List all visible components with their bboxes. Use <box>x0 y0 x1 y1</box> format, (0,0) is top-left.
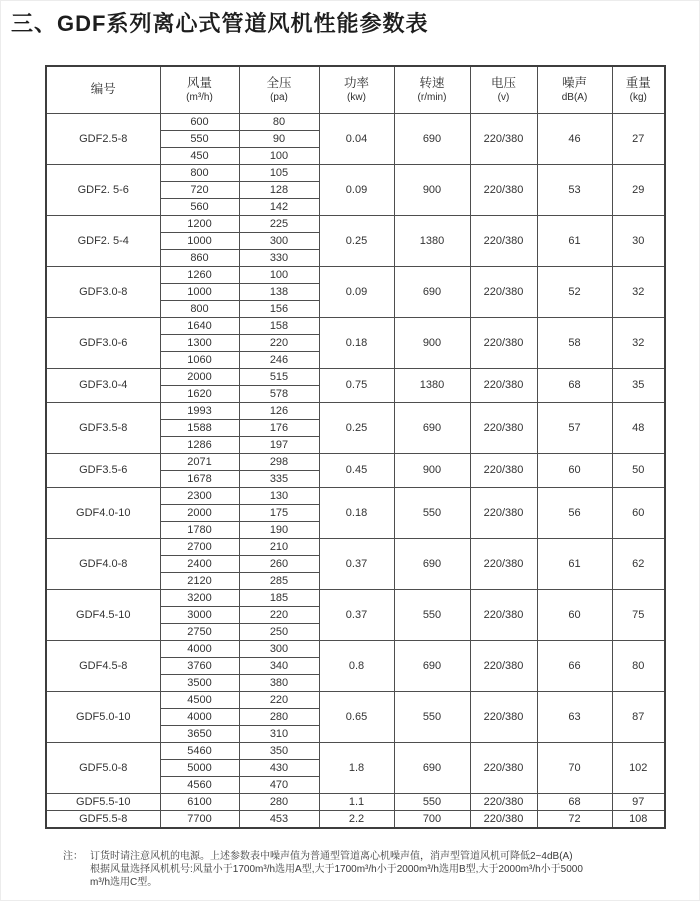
col-header-speed-unit: (r/min) <box>417 92 447 103</box>
pressure-cell: 190 <box>239 522 319 539</box>
col-header-weight-label: 重量 <box>625 76 651 90</box>
pressure-cell: 350 <box>239 743 319 760</box>
pressure-cell: 158 <box>239 318 319 335</box>
speed-cell: 700 <box>394 811 470 829</box>
voltage-cell: 220/380 <box>470 318 537 369</box>
speed-cell: 900 <box>394 318 470 369</box>
col-header-power-unit: (kw) <box>347 92 366 103</box>
col-header-pressure <box>239 66 319 114</box>
fan-spec-table <box>45 65 666 829</box>
voltage-cell: 220/380 <box>470 403 537 454</box>
power-cell: 0.75 <box>319 369 394 403</box>
noise-cell: 70 <box>537 743 612 794</box>
fan-group-first-row <box>46 692 665 709</box>
fan-group-first-row <box>46 369 665 386</box>
fan-group-first-row <box>46 403 665 420</box>
pressure-cell: 380 <box>239 675 319 692</box>
fan-group-first-row <box>46 539 665 556</box>
airflow-cell: 7700 <box>160 811 239 829</box>
pressure-cell: 105 <box>239 165 319 182</box>
col-header-voltage-unit: (v) <box>497 92 510 103</box>
airflow-cell: 1780 <box>160 522 239 539</box>
col-header-airflow-unit: (m³/h) <box>186 92 213 103</box>
pressure-cell: 578 <box>239 386 319 403</box>
airflow-cell: 550 <box>160 131 239 148</box>
speed-cell: 690 <box>394 743 470 794</box>
weight-cell: 29 <box>612 165 665 216</box>
voltage-cell: 220/380 <box>470 165 537 216</box>
model-cell: GDF3.5-8 <box>46 403 160 454</box>
pressure-cell: 285 <box>239 573 319 590</box>
pressure-cell: 340 <box>239 658 319 675</box>
pressure-cell: 138 <box>239 284 319 301</box>
pressure-cell: 100 <box>239 148 319 165</box>
model-cell: GDF3.0-4 <box>46 369 160 403</box>
col-header-pressure-label: 全压 <box>266 76 292 90</box>
airflow-cell: 5460 <box>160 743 239 760</box>
voltage-cell: 220/380 <box>470 539 537 590</box>
pressure-cell: 225 <box>239 216 319 233</box>
col-header-noise <box>537 66 612 114</box>
pressure-cell: 220 <box>239 607 319 624</box>
weight-cell: 30 <box>612 216 665 267</box>
pressure-cell: 220 <box>239 692 319 709</box>
pressure-cell: 90 <box>239 131 319 148</box>
col-header-model-label: 编号 <box>90 82 116 96</box>
airflow-cell: 800 <box>160 165 239 182</box>
airflow-cell: 1000 <box>160 284 239 301</box>
fan-group-first-row <box>46 590 665 607</box>
airflow-cell: 4560 <box>160 777 239 794</box>
model-cell: GDF5.5-10 <box>46 794 160 811</box>
airflow-cell: 2000 <box>160 505 239 522</box>
col-header-weight-unit: (kg) <box>629 92 647 103</box>
airflow-cell: 1260 <box>160 267 239 284</box>
pressure-cell: 260 <box>239 556 319 573</box>
speed-cell: 550 <box>394 794 470 811</box>
pressure-cell: 176 <box>239 420 319 437</box>
speed-cell: 690 <box>394 403 470 454</box>
footnote-label: 注： <box>63 851 83 862</box>
fan-group-first-row <box>46 454 665 471</box>
fan-group-first-row <box>46 318 665 335</box>
col-header-weight <box>612 66 665 114</box>
airflow-cell: 1993 <box>160 403 239 420</box>
airflow-cell: 800 <box>160 301 239 318</box>
voltage-cell: 220/380 <box>470 641 537 692</box>
pressure-cell: 300 <box>239 641 319 658</box>
speed-cell: 690 <box>394 267 470 318</box>
pressure-cell: 128 <box>239 182 319 199</box>
speed-cell: 690 <box>394 539 470 590</box>
weight-cell: 35 <box>612 369 665 403</box>
voltage-cell: 220/380 <box>470 454 537 488</box>
col-header-power <box>319 66 394 114</box>
airflow-cell: 1000 <box>160 233 239 250</box>
noise-cell: 61 <box>537 216 612 267</box>
airflow-cell: 2300 <box>160 488 239 505</box>
weight-cell: 62 <box>612 539 665 590</box>
voltage-cell: 220/380 <box>470 743 537 794</box>
airflow-cell: 6100 <box>160 794 239 811</box>
pressure-cell: 156 <box>239 301 319 318</box>
table-body <box>46 114 665 829</box>
airflow-cell: 600 <box>160 114 239 131</box>
airflow-cell: 860 <box>160 250 239 267</box>
pressure-cell: 298 <box>239 454 319 471</box>
model-cell: GDF4.5-10 <box>46 590 160 641</box>
airflow-cell: 2120 <box>160 573 239 590</box>
voltage-cell: 220/380 <box>470 811 537 829</box>
power-cell: 1.1 <box>319 794 394 811</box>
pressure-cell: 453 <box>239 811 319 829</box>
weight-cell: 50 <box>612 454 665 488</box>
airflow-cell: 1300 <box>160 335 239 352</box>
speed-cell: 550 <box>394 590 470 641</box>
pressure-cell: 197 <box>239 437 319 454</box>
voltage-cell: 220/380 <box>470 114 537 165</box>
fan-group-first-row <box>46 165 665 182</box>
weight-cell: 102 <box>612 743 665 794</box>
noise-cell: 52 <box>537 267 612 318</box>
model-cell: GDF2. 5-4 <box>46 216 160 267</box>
voltage-cell: 220/380 <box>470 267 537 318</box>
power-cell: 2.2 <box>319 811 394 829</box>
speed-cell: 900 <box>394 454 470 488</box>
fan-group-first-row <box>46 114 665 131</box>
col-header-noise-label: 噪声 <box>561 76 587 90</box>
weight-cell: 32 <box>612 267 665 318</box>
airflow-cell: 1678 <box>160 471 239 488</box>
footnote <box>63 850 583 889</box>
noise-cell: 72 <box>537 811 612 829</box>
airflow-cell: 2750 <box>160 624 239 641</box>
weight-cell: 108 <box>612 811 665 829</box>
pressure-cell: 515 <box>239 369 319 386</box>
pressure-cell: 280 <box>239 794 319 811</box>
noise-cell: 46 <box>537 114 612 165</box>
power-cell: 0.09 <box>319 267 394 318</box>
pressure-cell: 142 <box>239 199 319 216</box>
voltage-cell: 220/380 <box>470 216 537 267</box>
power-cell: 0.8 <box>319 641 394 692</box>
pressure-cell: 130 <box>239 488 319 505</box>
model-cell: GDF4.0-10 <box>46 488 160 539</box>
col-header-model <box>46 66 160 114</box>
voltage-cell: 220/380 <box>470 590 537 641</box>
pressure-cell: 300 <box>239 233 319 250</box>
model-cell: GDF3.5-6 <box>46 454 160 488</box>
col-header-speed-label: 转速 <box>419 76 445 90</box>
fan-group-first-row <box>46 811 665 829</box>
model-cell: GDF3.0-8 <box>46 267 160 318</box>
weight-cell: 75 <box>612 590 665 641</box>
noise-cell: 57 <box>537 403 612 454</box>
fan-group-first-row <box>46 488 665 505</box>
weight-cell: 87 <box>612 692 665 743</box>
voltage-cell: 220/380 <box>470 692 537 743</box>
pressure-cell: 280 <box>239 709 319 726</box>
model-cell: GDF2.5-8 <box>46 114 160 165</box>
fan-group-first-row <box>46 267 665 284</box>
pressure-cell: 330 <box>239 250 319 267</box>
noise-cell: 60 <box>537 590 612 641</box>
weight-cell: 60 <box>612 488 665 539</box>
noise-cell: 61 <box>537 539 612 590</box>
fan-group-first-row <box>46 216 665 233</box>
pressure-cell: 175 <box>239 505 319 522</box>
airflow-cell: 4500 <box>160 692 239 709</box>
weight-cell: 97 <box>612 794 665 811</box>
fan-group-first-row <box>46 794 665 811</box>
pressure-cell: 430 <box>239 760 319 777</box>
airflow-cell: 1200 <box>160 216 239 233</box>
col-header-voltage <box>470 66 537 114</box>
model-cell: GDF5.0-10 <box>46 692 160 743</box>
power-cell: 0.45 <box>319 454 394 488</box>
col-header-airflow <box>160 66 239 114</box>
airflow-cell: 720 <box>160 182 239 199</box>
airflow-cell: 1588 <box>160 420 239 437</box>
airflow-cell: 4000 <box>160 709 239 726</box>
airflow-cell: 2000 <box>160 369 239 386</box>
airflow-cell: 560 <box>160 199 239 216</box>
noise-cell: 58 <box>537 318 612 369</box>
pressure-cell: 310 <box>239 726 319 743</box>
noise-cell: 53 <box>537 165 612 216</box>
pressure-cell: 246 <box>239 352 319 369</box>
weight-cell: 32 <box>612 318 665 369</box>
fan-group-first-row <box>46 641 665 658</box>
footnote-line: m³/h选用C型。 <box>90 877 158 888</box>
airflow-cell: 3650 <box>160 726 239 743</box>
airflow-cell: 1620 <box>160 386 239 403</box>
speed-cell: 550 <box>394 488 470 539</box>
pressure-cell: 220 <box>239 335 319 352</box>
airflow-cell: 450 <box>160 148 239 165</box>
noise-cell: 56 <box>537 488 612 539</box>
power-cell: 0.18 <box>319 318 394 369</box>
power-cell: 1.8 <box>319 743 394 794</box>
noise-cell: 60 <box>537 454 612 488</box>
col-header-power-label: 功率 <box>343 76 369 90</box>
power-cell: 0.37 <box>319 539 394 590</box>
airflow-cell: 4000 <box>160 641 239 658</box>
airflow-cell: 3000 <box>160 607 239 624</box>
pressure-cell: 470 <box>239 777 319 794</box>
page-title: 三、GDF系列离心式管道风机性能参数表 <box>11 11 429 36</box>
voltage-cell: 220/380 <box>470 488 537 539</box>
header-row <box>46 66 665 114</box>
pressure-cell: 185 <box>239 590 319 607</box>
airflow-cell: 5000 <box>160 760 239 777</box>
footnote-line: 根据风量选择风机机号:风量小于1700m³/h选用A型,大于1700m³/h小于2000m³/h选用B型,大于2000m³/h小于5000 <box>90 864 583 875</box>
power-cell: 0.18 <box>319 488 394 539</box>
airflow-cell: 2700 <box>160 539 239 556</box>
noise-cell: 66 <box>537 641 612 692</box>
voltage-cell: 220/380 <box>470 369 537 403</box>
speed-cell: 1380 <box>394 216 470 267</box>
fan-group-first-row <box>46 743 665 760</box>
power-cell: 0.37 <box>319 590 394 641</box>
airflow-cell: 1060 <box>160 352 239 369</box>
model-cell: GDF2. 5-6 <box>46 165 160 216</box>
airflow-cell: 3760 <box>160 658 239 675</box>
pressure-cell: 126 <box>239 403 319 420</box>
power-cell: 0.04 <box>319 114 394 165</box>
speed-cell: 690 <box>394 114 470 165</box>
col-header-noise-unit: dB(A) <box>561 92 588 103</box>
speed-cell: 690 <box>394 641 470 692</box>
col-header-airflow-label: 风量 <box>186 76 212 90</box>
pressure-cell: 80 <box>239 114 319 131</box>
col-header-pressure-unit: (pa) <box>270 92 288 103</box>
model-cell: GDF4.5-8 <box>46 641 160 692</box>
power-cell: 0.25 <box>319 403 394 454</box>
model-cell: GDF5.0-8 <box>46 743 160 794</box>
speed-cell: 1380 <box>394 369 470 403</box>
footnote-line: 订货时请注意风机的电源。上述参数表中噪声值为普通型管道离心机噪声值，消声型管道风机可降低2~4dB(A) <box>90 851 573 862</box>
footnote-lines <box>90 850 583 889</box>
airflow-cell: 1640 <box>160 318 239 335</box>
noise-cell: 68 <box>537 369 612 403</box>
power-cell: 0.65 <box>319 692 394 743</box>
pressure-cell: 250 <box>239 624 319 641</box>
col-header-voltage-label: 电压 <box>490 76 516 90</box>
weight-cell: 80 <box>612 641 665 692</box>
weight-cell: 48 <box>612 403 665 454</box>
power-cell: 0.09 <box>319 165 394 216</box>
weight-cell: 27 <box>612 114 665 165</box>
noise-cell: 63 <box>537 692 612 743</box>
power-cell: 0.25 <box>319 216 394 267</box>
voltage-cell: 220/380 <box>470 794 537 811</box>
airflow-cell: 1286 <box>160 437 239 454</box>
airflow-cell: 3500 <box>160 675 239 692</box>
speed-cell: 550 <box>394 692 470 743</box>
airflow-cell: 2400 <box>160 556 239 573</box>
speed-cell: 900 <box>394 165 470 216</box>
noise-cell: 68 <box>537 794 612 811</box>
airflow-cell: 2071 <box>160 454 239 471</box>
model-cell: GDF5.5-8 <box>46 811 160 829</box>
pressure-cell: 335 <box>239 471 319 488</box>
model-cell: GDF3.0-6 <box>46 318 160 369</box>
col-header-speed <box>394 66 470 114</box>
pressure-cell: 210 <box>239 539 319 556</box>
model-cell: GDF4.0-8 <box>46 539 160 590</box>
pressure-cell: 100 <box>239 267 319 284</box>
airflow-cell: 3200 <box>160 590 239 607</box>
